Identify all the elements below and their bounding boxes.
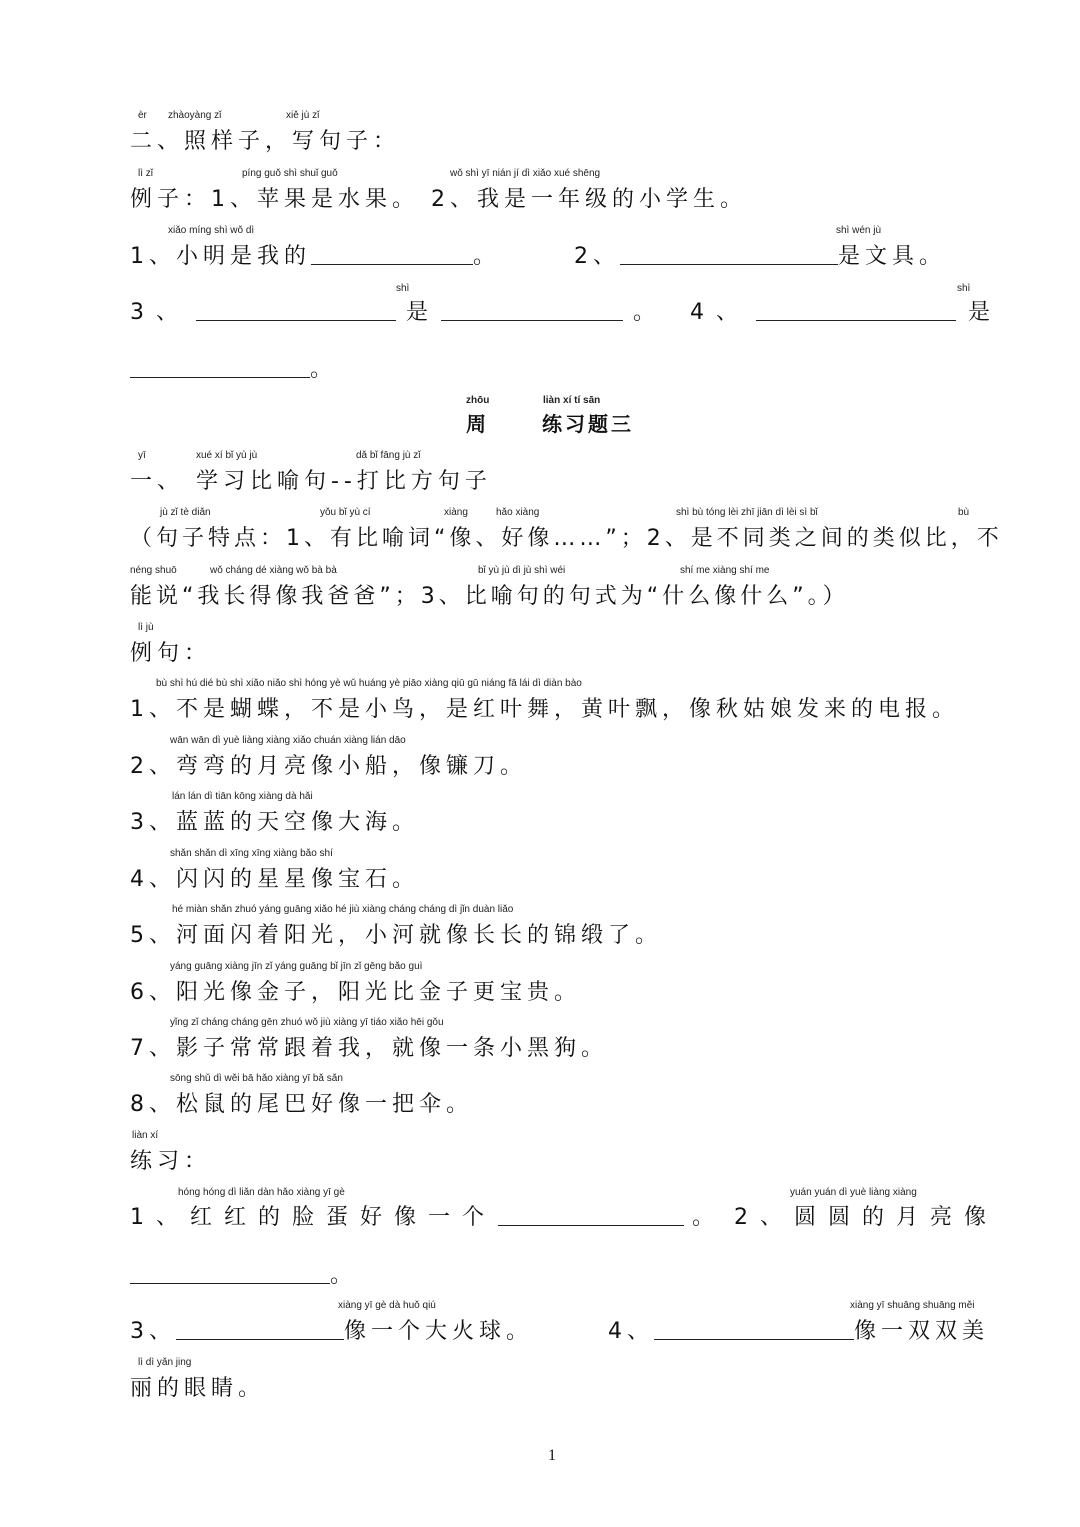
pinyin: shì: [957, 283, 971, 294]
pinyin: lì jù: [138, 622, 154, 633]
answer-blank[interactable]: [620, 246, 838, 265]
pinyin: yáng guāng xiàng jīn zǐ yáng guāng bǐ jīn zǐ gēng bǎo guì: [170, 961, 423, 972]
pinyin: xiàng: [444, 507, 468, 518]
pinyin: xiǎo míng shì wǒ dì: [168, 225, 255, 236]
section2-heading: 二、照样子，写句子：: [130, 129, 401, 154]
pinyin: shì wén jù: [836, 225, 882, 236]
pinyin: shì: [396, 283, 410, 294]
example-sentence: 4、闪闪的星星像宝石。: [130, 867, 419, 892]
week-title: 周: [466, 412, 486, 436]
pinyin: shì bù tóng lèi zhī jiān dì lèi sì bǐ: [676, 507, 818, 518]
pinyin: shǎn shǎn dì xīng xīng xiàng bǎo shí: [170, 848, 333, 859]
practice-4: 4、 像一双双美: [608, 1319, 990, 1344]
pinyin: xué xí bǐ yù jù: [196, 450, 258, 461]
pinyin: zhōu: [466, 395, 490, 406]
answer-blank[interactable]: [756, 302, 956, 321]
pinyin: wǒ cháng dé xiàng wǒ bà bà: [210, 565, 337, 576]
pinyin: bǐ yù jù dì jù shì wéi: [478, 565, 566, 576]
practice-1: 1、红红的脸蛋好像一个 。: [130, 1205, 720, 1230]
answer-blank[interactable]: [311, 246, 473, 265]
example-sentence: 6、阳光像金子，阳光比金子更宝贵。: [130, 980, 581, 1005]
answer-blank[interactable]: [176, 1321, 344, 1340]
pinyin: wǒ shì yī nián jí dì xiǎo xué shēng: [450, 168, 601, 179]
pinyin: xiàng yī shuāng shuāng měi: [850, 1300, 975, 1311]
pinyin: jù zǐ tè diǎn: [160, 507, 211, 518]
pinyin: xiě jù zǐ: [286, 110, 320, 121]
question-4: 4、 是: [690, 300, 996, 325]
pinyin: lì dì yǎn jing: [138, 1357, 192, 1368]
practice-4-cont: 丽的眼睛。: [130, 1376, 266, 1401]
answer-blank[interactable]: [130, 1265, 330, 1284]
note-line-2: 能说“我长得像我爸爸”；3、比喻句的句式为“什么像什么”。）: [130, 584, 849, 609]
week-subtitle: 练习题三: [542, 412, 634, 436]
question-4-cont: 。: [130, 352, 337, 383]
answer-blank[interactable]: [654, 1321, 854, 1340]
pinyin: liàn xí: [132, 1130, 159, 1141]
question-1: 1、小明是我的 。: [130, 244, 501, 269]
example-sentence: 8、松鼠的尾巴好像一把伞。: [130, 1092, 473, 1117]
pinyin: yī: [138, 450, 146, 461]
pinyin: néng shuō: [130, 565, 177, 576]
pinyin: shí me xiàng shí me: [680, 565, 770, 576]
pinyin: yǒu bǐ yù cí: [320, 507, 371, 518]
pinyin: dǎ bǐ fāng jù zǐ: [356, 450, 421, 461]
question-3: 3、 是 。: [130, 300, 661, 325]
pinyin: hóng hóng dì liǎn dàn hǎo xiàng yī gè: [178, 1187, 345, 1198]
pinyin: èr: [138, 110, 147, 121]
page-number: 1: [548, 1447, 556, 1464]
pinyin: liàn xí tí sān: [543, 395, 601, 406]
answer-blank[interactable]: [498, 1207, 684, 1226]
example-line: 例子：1、苹果是水果。 2、我是一年级的小学生。: [130, 187, 747, 212]
answer-blank[interactable]: [196, 302, 396, 321]
example-sentence: 2、弯弯的月亮像小船，像镰刀。: [130, 754, 527, 779]
practice-2: 2、圆圆的月亮像: [734, 1205, 998, 1230]
example-sentence: 5、河面闪着阳光，小河就像长长的锦缎了。: [130, 923, 662, 948]
pinyin: bù: [958, 507, 970, 518]
pinyin: yǐng zǐ cháng cháng gēn zhuó wǒ jiù xiàng yī tiáo xiǎo hēi gǒu: [170, 1017, 444, 1028]
pinyin: hé miàn shǎn zhuó yáng guāng xiǎo hé jiù xiàng cháng cháng dì jǐn duàn liǎo: [172, 904, 514, 915]
answer-blank[interactable]: [441, 302, 623, 321]
pinyin: hǎo xiàng: [496, 507, 540, 518]
practice-2-cont: 。: [130, 1258, 357, 1289]
pinyin: píng guǒ shì shuǐ guǒ: [242, 168, 338, 179]
practice-label: 练习：: [130, 1149, 212, 1174]
example-sentence: 1、不是蝴蝶，不是小鸟，是红叶舞，黄叶飘，像秋姑娘发来的电报。: [130, 697, 959, 722]
question-2: 2、 是文具。: [574, 244, 947, 269]
answer-blank[interactable]: [130, 359, 310, 378]
pinyin: lì zǐ: [138, 168, 153, 179]
section1-heading: 一、 学习比喻句--打比方句子: [130, 469, 492, 494]
pinyin: wān wān dì yuè liàng xiàng xiǎo chuán xiàng lián dāo: [170, 735, 406, 746]
example-sentence: 3、蓝蓝的天空像大海。: [130, 810, 419, 835]
pinyin: bù shì hú dié bù shì xiǎo niǎo shì hóng yè wǔ huáng yè piāo xiàng qiū gū niáng fā lái dì diàn bào: [156, 678, 582, 689]
pinyin: yuán yuán dì yuè liàng xiàng: [790, 1187, 917, 1198]
pinyin: sōng shǔ dì wěi bā hǎo xiàng yī bǎ sǎn: [170, 1073, 343, 1084]
practice-3: 3、 像一个大火球。: [130, 1319, 534, 1344]
example-sentence: 7、影子常常跟着我，就像一条小黑狗。: [130, 1036, 608, 1061]
pinyin: zhàoyàng zǐ: [168, 110, 222, 121]
pinyin: xiàng yī gè dà huǒ qiú: [338, 1300, 436, 1311]
example-label: 例句：: [130, 641, 212, 666]
pinyin: lán lán dì tiān kōng xiàng dà hǎi: [172, 791, 313, 802]
note-line-1: （句子特点：1、有比喻词“像、好像……”；2、是不同类之间的类似比，不: [130, 526, 1003, 551]
